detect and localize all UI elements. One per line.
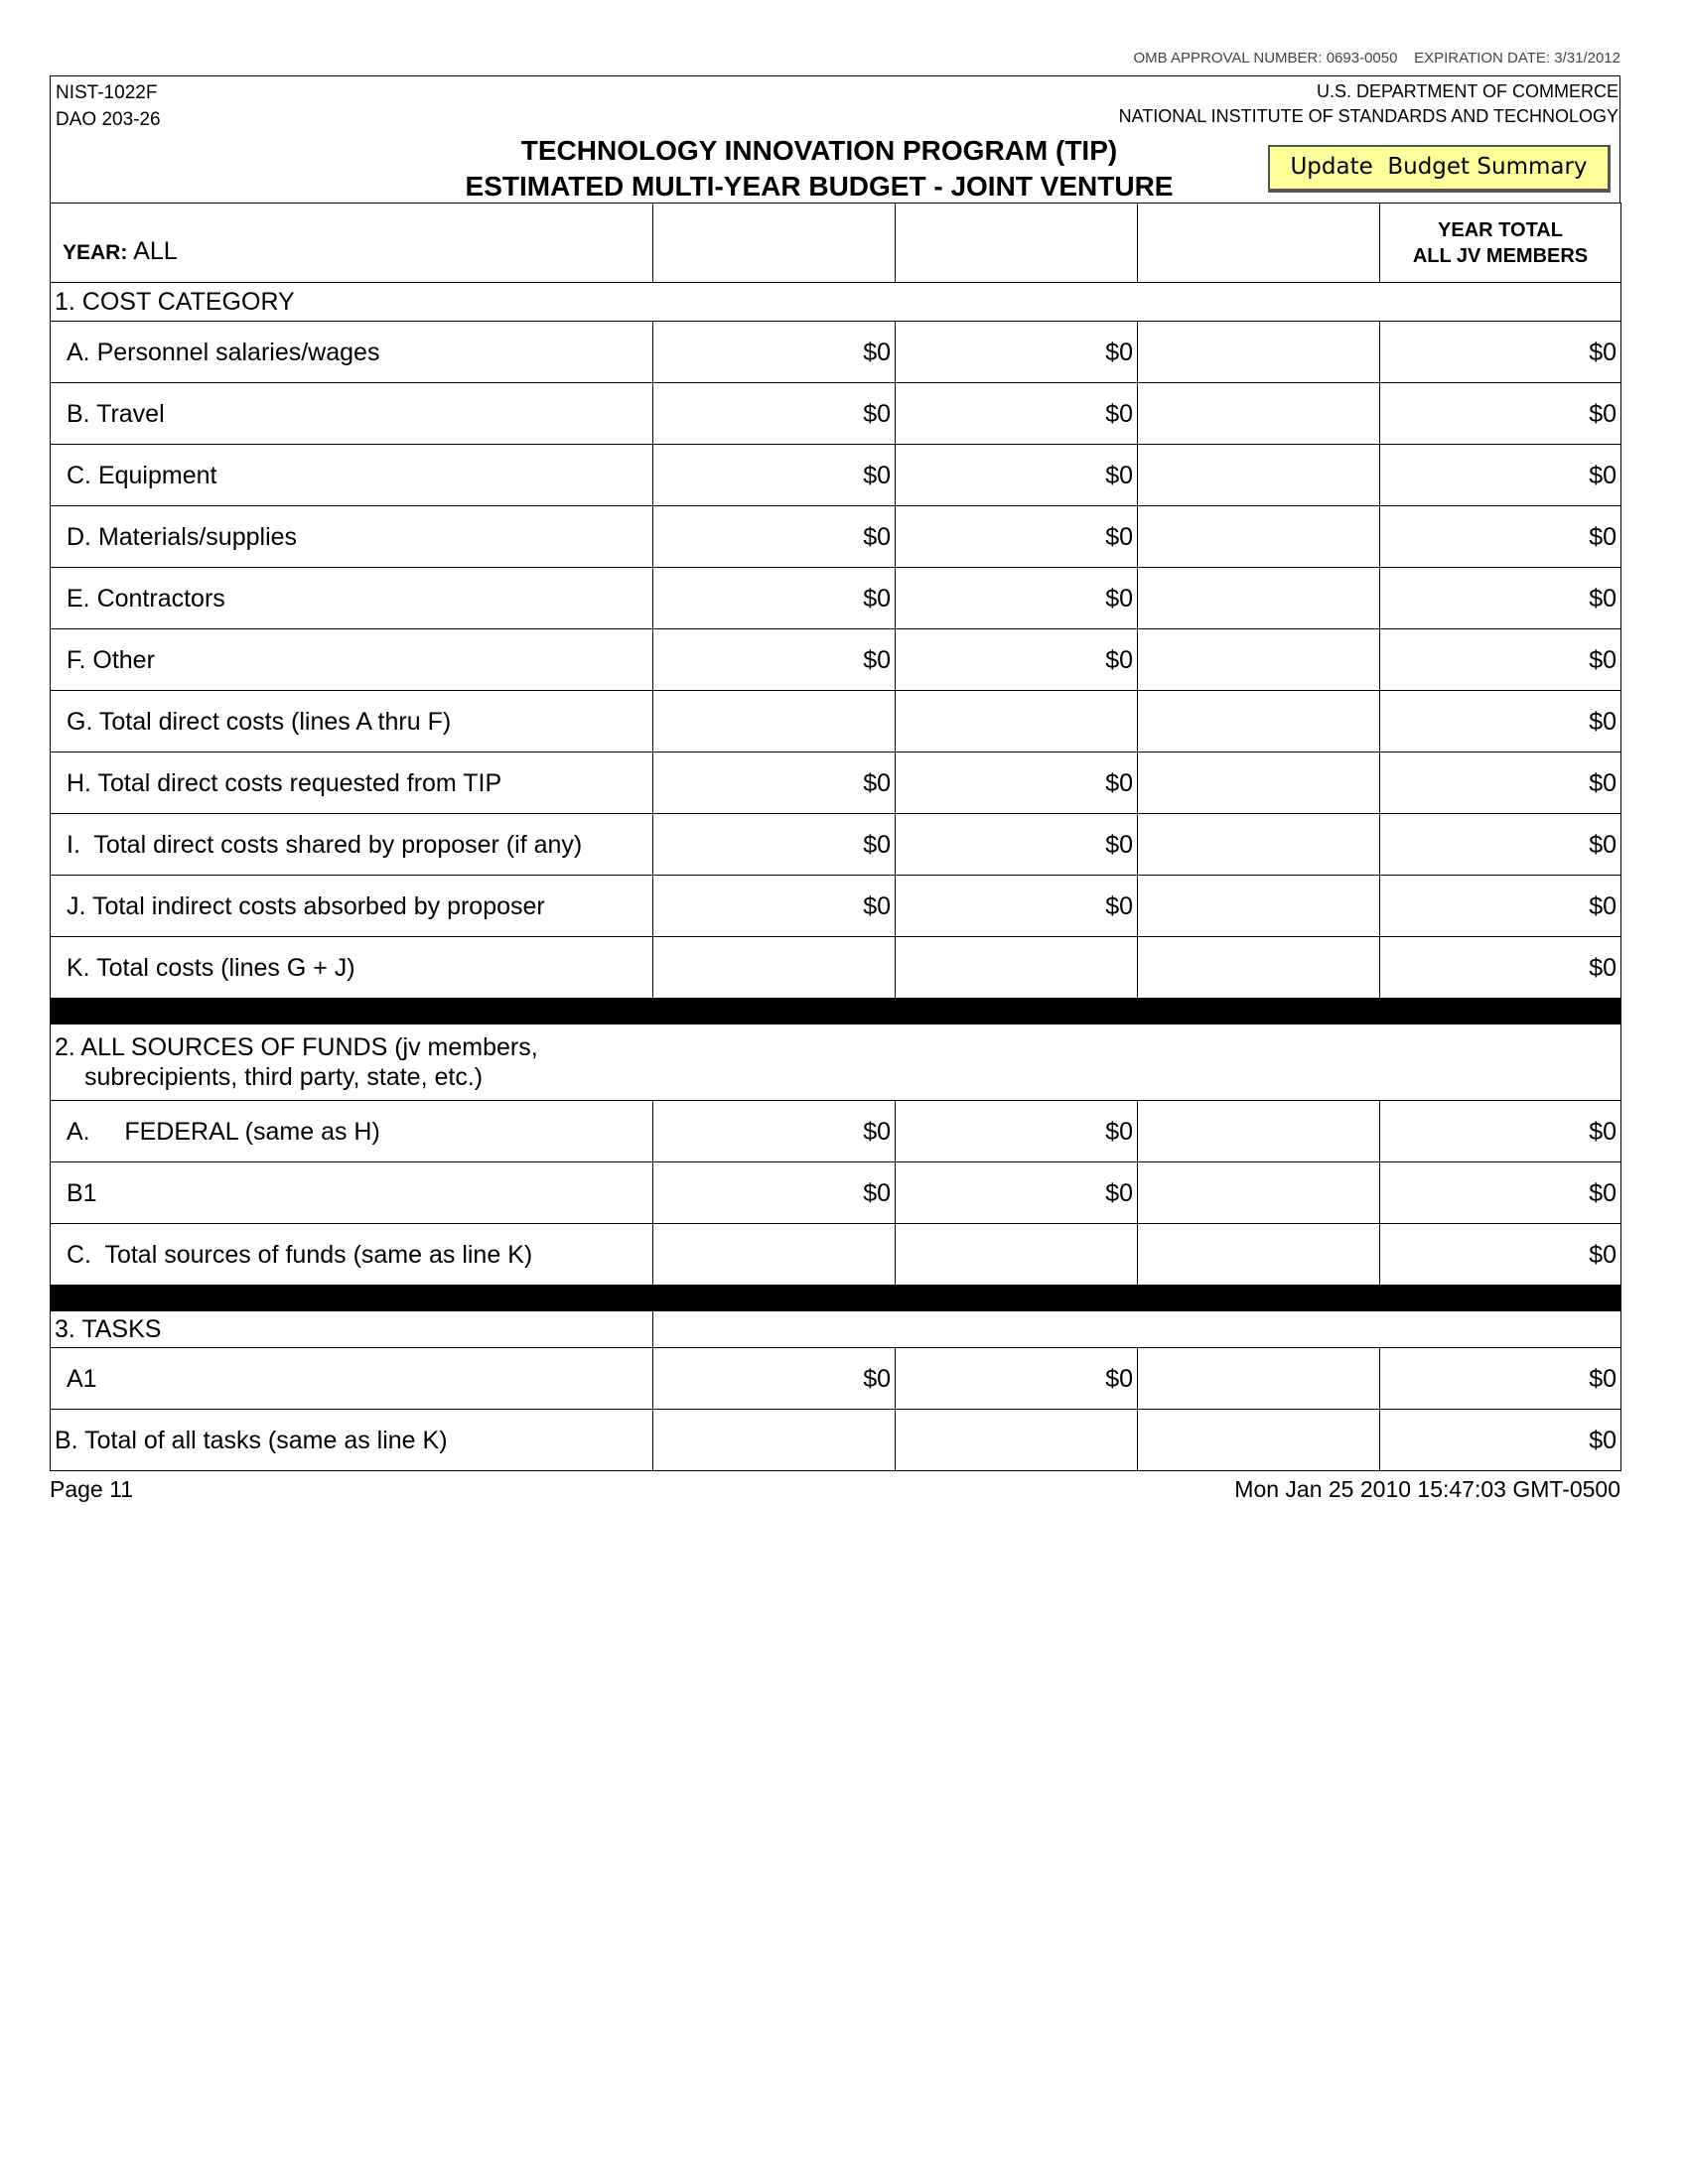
section-divider xyxy=(51,999,1621,1024)
member-column-2 xyxy=(896,204,1138,283)
member-value-2: $0 xyxy=(896,629,1138,691)
row-label: H. Total direct costs requested from TIP xyxy=(51,752,653,814)
page-number: Page 11 xyxy=(50,1476,133,1502)
table-row xyxy=(51,814,1621,876)
section-1-title: 1. COST CATEGORY xyxy=(51,283,1621,322)
section-1-header xyxy=(51,283,1621,322)
member-value-1: $0 xyxy=(653,752,896,814)
year-total-value: $0 xyxy=(1380,383,1621,445)
year-total-value: $0 xyxy=(1380,1101,1621,1162)
member-value-2 xyxy=(896,1410,1138,1471)
section-3-title: 3. TASKS xyxy=(51,1311,653,1348)
row-label: B1 xyxy=(51,1162,653,1224)
table-row xyxy=(51,876,1621,937)
year-total-value: $0 xyxy=(1380,1348,1621,1410)
member-value-3 xyxy=(1138,506,1380,568)
member-value-2: $0 xyxy=(896,752,1138,814)
year-total-value: $0 xyxy=(1380,752,1621,814)
member-value-1: $0 xyxy=(653,1101,896,1162)
member-value-1: $0 xyxy=(653,506,896,568)
member-value-3 xyxy=(1138,752,1380,814)
all-jv-members-label: ALL JV MEMBERS xyxy=(1412,244,1589,267)
member-value-3 xyxy=(1138,814,1380,876)
row-label: A. Personnel salaries/wages xyxy=(51,322,653,383)
member-column-3 xyxy=(1138,204,1380,283)
member-value-3 xyxy=(1138,445,1380,506)
row-label: B. Total of all tasks (same as line K) xyxy=(51,1410,653,1471)
year-total-value: $0 xyxy=(1380,876,1621,937)
form-id xyxy=(56,79,161,133)
table-row xyxy=(51,1101,1621,1162)
member-value-2: $0 xyxy=(896,876,1138,937)
member-value-3 xyxy=(1138,1101,1380,1162)
title-line-2: ESTIMATED MULTI-YEAR BUDGET - JOINT VENTURE xyxy=(465,171,1174,202)
year-total-value: $0 xyxy=(1380,445,1621,506)
year-total-value: $0 xyxy=(1380,322,1621,383)
expiration-date: EXPIRATION DATE: 3/31/2012 xyxy=(1414,50,1620,67)
section-divider xyxy=(51,1286,1621,1311)
form-number: NIST-1022F xyxy=(56,82,158,103)
section-3-header xyxy=(51,1311,1621,1348)
year-total-value: $0 xyxy=(1380,1224,1621,1286)
row-label: B. Travel xyxy=(51,383,653,445)
table-row xyxy=(51,568,1621,629)
section-3-blank xyxy=(653,1311,1621,1348)
row-label: A1 xyxy=(51,1348,653,1410)
year-total-value: $0 xyxy=(1380,629,1621,691)
year-total-value: $0 xyxy=(1380,937,1621,999)
table-row xyxy=(51,937,1621,999)
member-value-1 xyxy=(653,937,896,999)
member-value-3 xyxy=(1138,1162,1380,1224)
agency-institute: NATIONAL INSTITUTE OF STANDARDS AND TECHNOLOGY xyxy=(1118,106,1618,126)
table-row xyxy=(51,752,1621,814)
member-value-1: $0 xyxy=(653,383,896,445)
member-value-3 xyxy=(1138,322,1380,383)
page-title xyxy=(397,133,1241,205)
year-total-header xyxy=(1380,204,1621,283)
member-value-1: $0 xyxy=(653,1162,896,1224)
member-value-3 xyxy=(1138,876,1380,937)
header-row xyxy=(51,204,1621,283)
row-label: J. Total indirect costs absorbed by proposer xyxy=(51,876,653,937)
member-value-3 xyxy=(1138,383,1380,445)
year-total-value: $0 xyxy=(1380,568,1621,629)
page-footer xyxy=(50,1475,1620,1503)
row-label: A. FEDERAL (same as H) xyxy=(51,1101,653,1162)
member-value-2 xyxy=(896,691,1138,752)
member-value-1: $0 xyxy=(653,629,896,691)
table-row xyxy=(51,1162,1621,1224)
member-value-2: $0 xyxy=(896,506,1138,568)
row-label: G. Total direct costs (lines A thru F) xyxy=(51,691,653,752)
omb-approval-number: OMB APPROVAL NUMBER: 0693-0050 xyxy=(1133,50,1398,67)
member-value-2 xyxy=(896,937,1138,999)
member-value-1: $0 xyxy=(653,445,896,506)
row-label: C. Total sources of funds (same as line K) xyxy=(51,1224,653,1286)
year-total-value: $0 xyxy=(1380,691,1621,752)
member-value-2: $0 xyxy=(896,814,1138,876)
year-cell xyxy=(51,204,653,283)
omb-approval-line xyxy=(1134,50,1621,67)
member-value-1 xyxy=(653,1410,896,1471)
member-value-3 xyxy=(1138,629,1380,691)
row-label: E. Contractors xyxy=(51,568,653,629)
table-row xyxy=(51,506,1621,568)
member-value-3 xyxy=(1138,691,1380,752)
table-row xyxy=(51,322,1621,383)
year-total-value: $0 xyxy=(1380,506,1621,568)
divider-bar xyxy=(51,999,1621,1024)
row-label: K. Total costs (lines G + J) xyxy=(51,937,653,999)
table-row xyxy=(51,383,1621,445)
member-value-2: $0 xyxy=(896,1101,1138,1162)
dao-number: DAO 203-26 xyxy=(56,109,161,130)
year-value: ALL xyxy=(133,236,178,265)
year-total-value: $0 xyxy=(1380,814,1621,876)
divider-bar xyxy=(51,1286,1621,1311)
table-row xyxy=(51,691,1621,752)
member-value-1: $0 xyxy=(653,568,896,629)
member-value-1: $0 xyxy=(653,1348,896,1410)
row-label: F. Other xyxy=(51,629,653,691)
member-value-1: $0 xyxy=(653,876,896,937)
member-value-2: $0 xyxy=(896,1162,1138,1224)
year-label: YEAR: xyxy=(63,240,128,264)
member-value-2: $0 xyxy=(896,322,1138,383)
member-value-2: $0 xyxy=(896,1348,1138,1410)
row-label: I. Total direct costs shared by proposer (if any) xyxy=(51,814,653,876)
member-value-1 xyxy=(653,1224,896,1286)
table-row xyxy=(51,445,1621,506)
member-value-2: $0 xyxy=(896,568,1138,629)
year-total-label: YEAR TOTAL xyxy=(1438,218,1563,241)
year-total-value: $0 xyxy=(1380,1162,1621,1224)
table-row xyxy=(51,1224,1621,1286)
print-timestamp: Mon Jan 25 2010 15:47:03 GMT-0500 xyxy=(1234,1476,1620,1502)
section-2-header xyxy=(51,1024,1621,1101)
section-2-title-line-2: subrecipients, third party, state, etc.) xyxy=(84,1063,484,1091)
budget-table xyxy=(50,203,1621,1471)
member-value-2: $0 xyxy=(896,383,1138,445)
title-line-1: TECHNOLOGY INNOVATION PROGRAM (TIP) xyxy=(520,135,1118,166)
update-budget-summary-button[interactable]: Update Budget Summary xyxy=(1268,145,1611,193)
row-label: C. Equipment xyxy=(51,445,653,506)
member-value-1 xyxy=(653,691,896,752)
section-2-title-line-1: 2. ALL SOURCES OF FUNDS (jv members, xyxy=(55,1033,538,1061)
section-2-title xyxy=(51,1024,1621,1101)
member-value-2 xyxy=(896,1224,1138,1286)
member-value-3 xyxy=(1138,568,1380,629)
member-value-1: $0 xyxy=(653,322,896,383)
member-value-1: $0 xyxy=(653,814,896,876)
member-value-3 xyxy=(1138,1348,1380,1410)
year-total-value: $0 xyxy=(1380,1410,1621,1471)
member-value-3 xyxy=(1138,937,1380,999)
member-value-2: $0 xyxy=(896,445,1138,506)
row-label: D. Materials/supplies xyxy=(51,506,653,568)
form-body xyxy=(50,203,1620,1503)
table-row xyxy=(51,629,1621,691)
member-value-3 xyxy=(1138,1224,1380,1286)
agency-block xyxy=(1119,79,1618,129)
member-column-1 xyxy=(653,204,896,283)
table-row xyxy=(51,1348,1621,1410)
member-value-3 xyxy=(1138,1410,1380,1471)
agency-dept: U.S. DEPARTMENT OF COMMERCE xyxy=(1316,81,1618,101)
table-row xyxy=(51,1410,1621,1471)
